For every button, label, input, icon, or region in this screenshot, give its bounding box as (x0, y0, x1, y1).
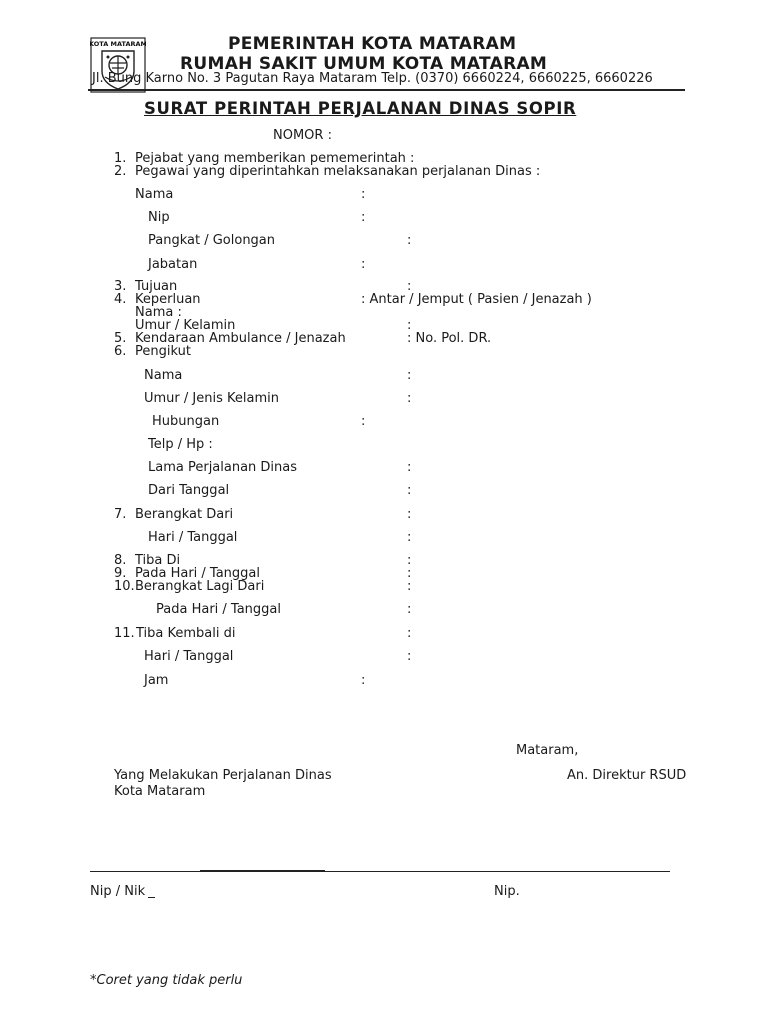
colon: : (407, 553, 412, 568)
item-number: 3. (114, 279, 127, 294)
dari-tanggal-label: Dari Tanggal (148, 483, 230, 498)
item-number: 1. (114, 151, 127, 166)
patient-nama-label: Nama : (135, 305, 182, 320)
hari-tanggal-label-2: Hari / Tanggal (144, 649, 234, 664)
colon: : (407, 507, 412, 522)
pangkat-label: Pangkat / Golongan (148, 233, 276, 248)
colon: : (407, 566, 412, 581)
header-rule (88, 89, 685, 91)
colon: : (407, 602, 412, 617)
item-number: 4. (114, 292, 127, 307)
traveler-signatory: Yang Melakukan Perjalanan Dinas (114, 768, 332, 783)
jam-label: Jam (144, 673, 169, 688)
item-number: 5. (114, 331, 127, 346)
hari-tanggal-label: Hari / Tanggal (148, 530, 238, 545)
colon: : (407, 279, 412, 294)
nip-label: Nip (148, 210, 170, 225)
item-number: 8. (114, 553, 127, 568)
header-government: PEMERINTAH KOTA MATARAM (228, 34, 517, 54)
nip-underline (148, 897, 155, 898)
director-nip-label: Nip. (494, 884, 520, 899)
berangkat-label: Berangkat Dari (135, 507, 234, 522)
keperluan-label: Keperluan (135, 292, 201, 307)
item-number: 6. (114, 344, 127, 359)
pada-hari-label: Pada Hari / Tanggal (135, 566, 260, 581)
colon: : (407, 460, 412, 475)
colon: : (407, 626, 412, 641)
colon: : (407, 391, 412, 406)
item-number: 2. (114, 164, 127, 179)
header-address: Jl. Bung Karno No. 3 Pagutan Raya Mataram Telp. (0370) 6660224, 6660225, 6660226 (92, 71, 653, 86)
document-title: SURAT PERINTAH PERJALANAN DINAS SOPIR (144, 99, 577, 118)
colon: : (361, 210, 366, 225)
employee-label: Pegawai yang diperintahkan melaksanakan perjalanan Dinas : (135, 164, 541, 179)
tiba-label: Tiba Di (135, 553, 181, 568)
lama-perjalanan-label: Lama Perjalanan Dinas (148, 460, 298, 475)
colon: : (407, 579, 412, 594)
pengikut-label: Pengikut (135, 344, 191, 359)
pengikut-nama-label: Nama (144, 368, 183, 383)
signature-rule-accent (200, 870, 325, 872)
colon: : (407, 649, 412, 664)
item-number: 10. (114, 579, 135, 594)
item-number: 7. (114, 507, 127, 522)
colon: : (361, 187, 366, 202)
kendaraan-value: : No. Pol. DR. (407, 331, 492, 346)
colon: : (407, 318, 412, 333)
logo-text: KOTA MATARAM (90, 40, 146, 48)
nama-label: Nama (135, 187, 174, 202)
tujuan-label: Tujuan (135, 279, 178, 294)
umur-kelamin-label: Umur / Kelamin (135, 318, 236, 333)
item-number: 11. (114, 626, 135, 641)
director-signatory: An. Direktur RSUD (567, 768, 687, 783)
keperluan-value: : Antar / Jemput ( Pasien / Jenazah ) (361, 292, 592, 307)
colon: : (407, 530, 412, 545)
colon: : (407, 233, 412, 248)
telp-label: Telp / Hp : (148, 437, 213, 452)
colon: : (407, 368, 412, 383)
jabatan-label: Jabatan (148, 257, 198, 272)
tiba-kembali-label: Tiba Kembali di (136, 626, 236, 641)
pada-hari-label-2: Pada Hari / Tanggal (156, 602, 281, 617)
pengikut-umur-label: Umur / Jenis Kelamin (144, 391, 279, 406)
nomor-label: NOMOR : (273, 128, 332, 143)
signature-place: Mataram, (516, 743, 579, 758)
official-label: Pejabat yang memberikan pememerintah : (135, 151, 415, 166)
kendaraan-label: Kendaraan Ambulance / Jenazah (135, 331, 346, 346)
traveler-signatory-city: Kota Mataram (114, 784, 206, 799)
colon: : (361, 257, 366, 272)
colon: : (361, 673, 366, 688)
item-number: 9. (114, 566, 127, 581)
berangkat-lagi-label: Berangkat Lagi Dari (135, 579, 265, 594)
signature-rule (90, 871, 670, 872)
header-hospital: RUMAH SAKIT UMUM KOTA MATARAM (180, 54, 548, 74)
colon: : (407, 483, 412, 498)
traveler-nip-label: Nip / Nik (90, 884, 146, 899)
colon: : (361, 414, 366, 429)
footnote: *Coret yang tidak perlu (90, 973, 243, 988)
hubungan-label: Hubungan (152, 414, 220, 429)
